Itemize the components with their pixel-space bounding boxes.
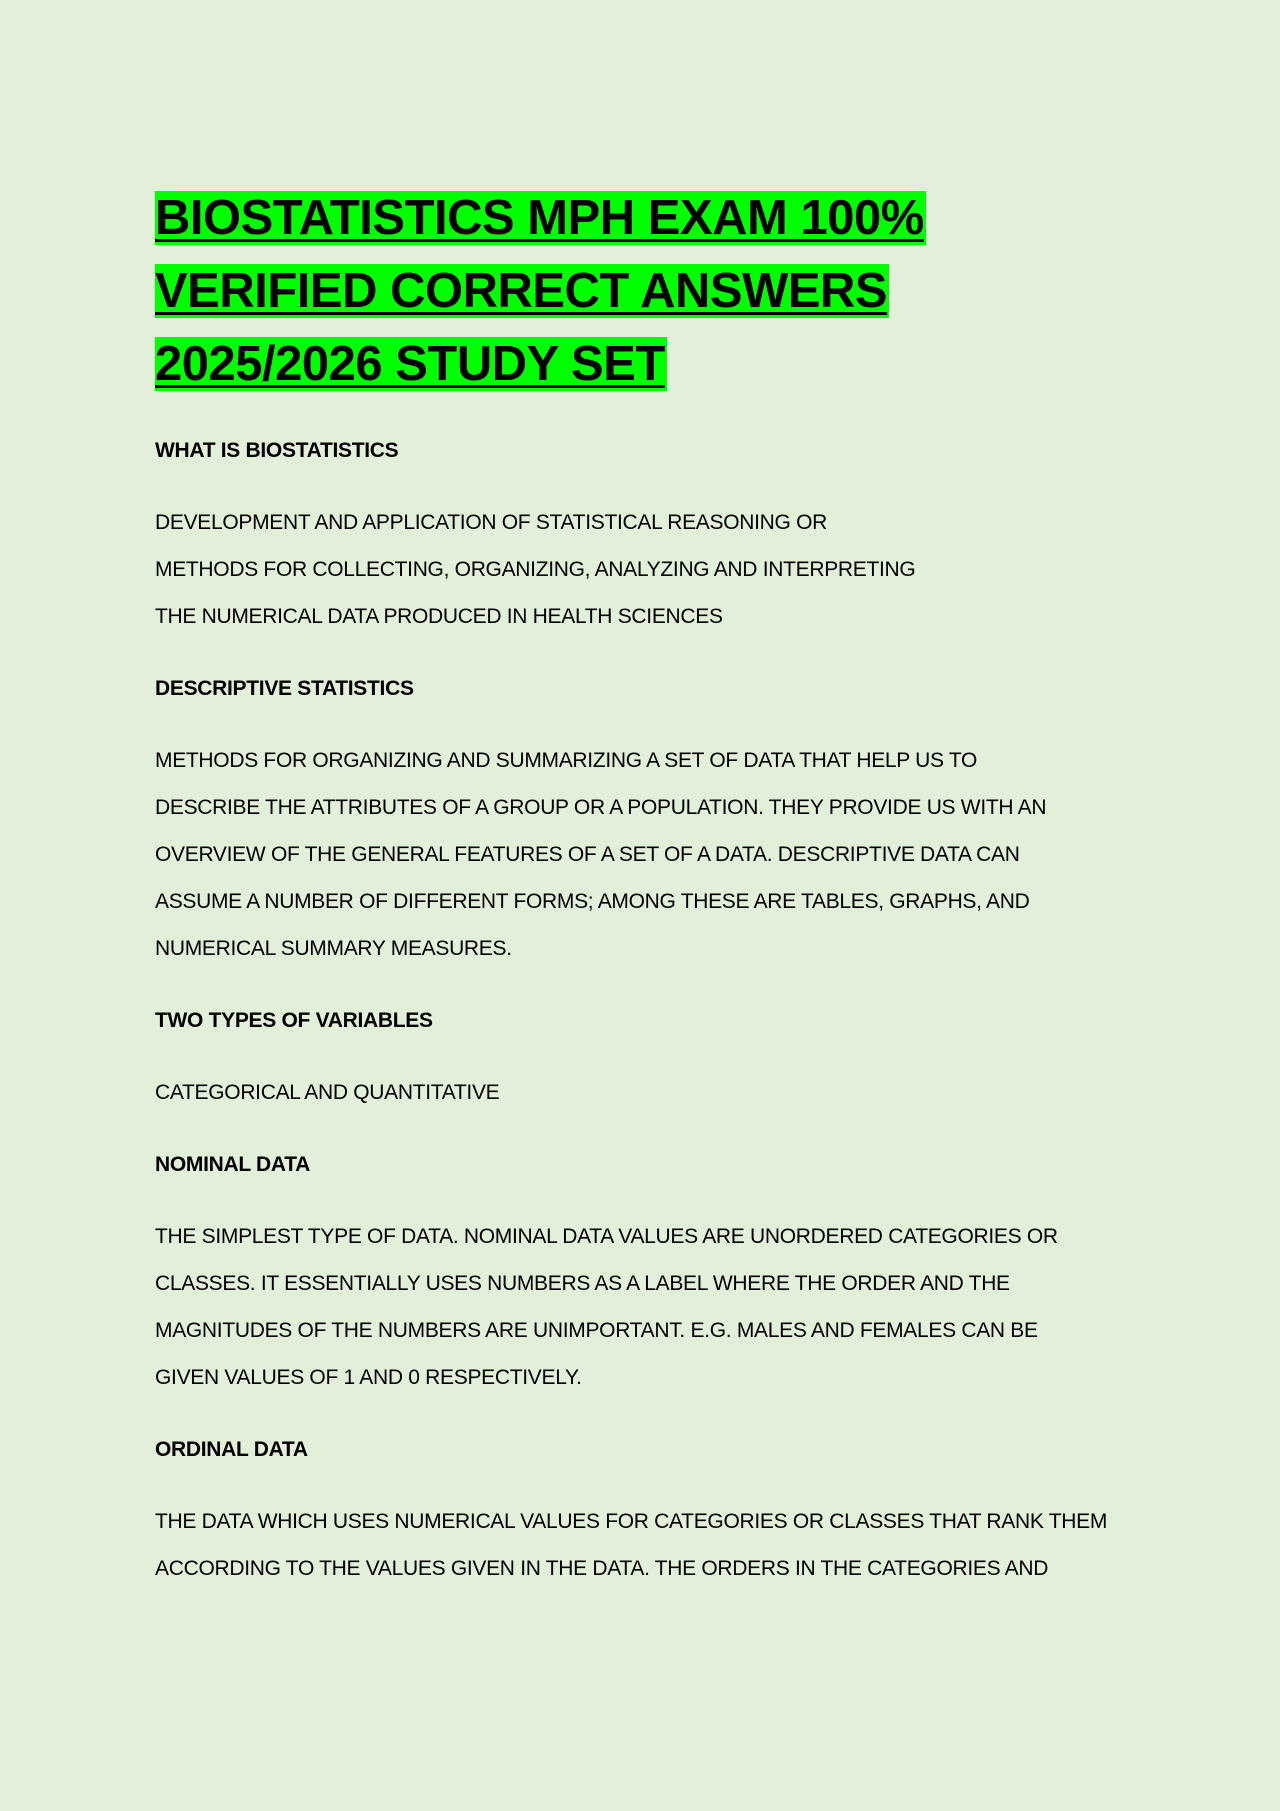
document-title — [155, 182, 1200, 401]
answer-line: CLASSES. IT ESSENTIALLY USES NUMBERS AS A LABEL WHERE THE ORDER AND THE — [155, 1272, 1010, 1295]
answer-line: OVERVIEW OF THE GENERAL FEATURES OF A SET OF A DATA. DESCRIPTIVE DATA CAN — [155, 843, 1020, 866]
qa-entry-descriptive-statistics — [155, 665, 1200, 972]
title-line — [155, 328, 1200, 401]
qa-entry-ordinal-data — [155, 1426, 1200, 1592]
answer-line: GIVEN VALUES OF 1 AND 0 RESPECTIVELY. — [155, 1366, 582, 1389]
answer-line: MAGNITUDES OF THE NUMBERS ARE UNIMPORTANT. E.G. MALES AND FEMALES CAN BE — [155, 1319, 1038, 1342]
answer-line: ASSUME A NUMBER OF DIFFERENT FORMS; AMONG THESE ARE TABLES, GRAPHS, AND — [155, 890, 1030, 913]
answer-line: METHODS FOR ORGANIZING AND SUMMARIZING A SET OF DATA THAT HELP US TO — [155, 749, 978, 772]
question-heading: WHAT IS BIOSTATISTICS — [155, 439, 399, 462]
answer-line: THE DATA WHICH USES NUMERICAL VALUES FOR CATEGORIES OR CLASSES THAT RANK THEM — [155, 1510, 1108, 1533]
answer-line: ACCORDING TO THE VALUES GIVEN IN THE DATA. THE ORDERS IN THE CATEGORIES AND — [155, 1557, 1049, 1580]
title-line-text: VERIFIED CORRECT ANSWERS — [155, 264, 888, 318]
question-heading: ORDINAL DATA — [155, 1438, 308, 1461]
title-line-text: 2025/2026 STUDY SET — [155, 337, 665, 391]
answer-line: THE NUMERICAL DATA PRODUCED IN HEALTH SCIENCES — [155, 605, 723, 628]
answer-text — [155, 737, 1200, 972]
answer-text — [155, 499, 1200, 640]
title-line — [155, 255, 1200, 328]
answer-line: METHODS FOR COLLECTING, ORGANIZING, ANALYZING AND INTERPRETING — [155, 558, 916, 581]
question-heading: TWO TYPES OF VARIABLES — [155, 1009, 433, 1032]
answer-line: DEVELOPMENT AND APPLICATION OF STATISTICAL REASONING OR — [155, 511, 827, 534]
answer-line: NUMERICAL SUMMARY MEASURES. — [155, 937, 512, 960]
answer-text — [155, 1213, 1200, 1401]
answer-text — [155, 1498, 1200, 1592]
qa-entry-nominal-data — [155, 1141, 1200, 1401]
answer-line: CATEGORICAL AND QUANTITATIVE — [155, 1081, 500, 1104]
answer-text — [155, 1069, 1200, 1116]
answer-line: THE SIMPLEST TYPE OF DATA. NOMINAL DATA VALUES ARE UNORDERED CATEGORIES OR — [155, 1225, 1058, 1248]
answer-line: DESCRIBE THE ATTRIBUTES OF A GROUP OR A POPULATION. THEY PROVIDE US WITH AN — [155, 796, 1047, 819]
question-heading: DESCRIPTIVE STATISTICS — [155, 677, 414, 700]
title-line-text: BIOSTATISTICS MPH EXAM 100% — [155, 191, 924, 245]
title-line — [155, 182, 1200, 255]
qa-entry-two-types-of-variables — [155, 997, 1200, 1116]
qa-entry-what-is-biostatistics — [155, 427, 1200, 640]
question-heading: NOMINAL DATA — [155, 1153, 311, 1176]
